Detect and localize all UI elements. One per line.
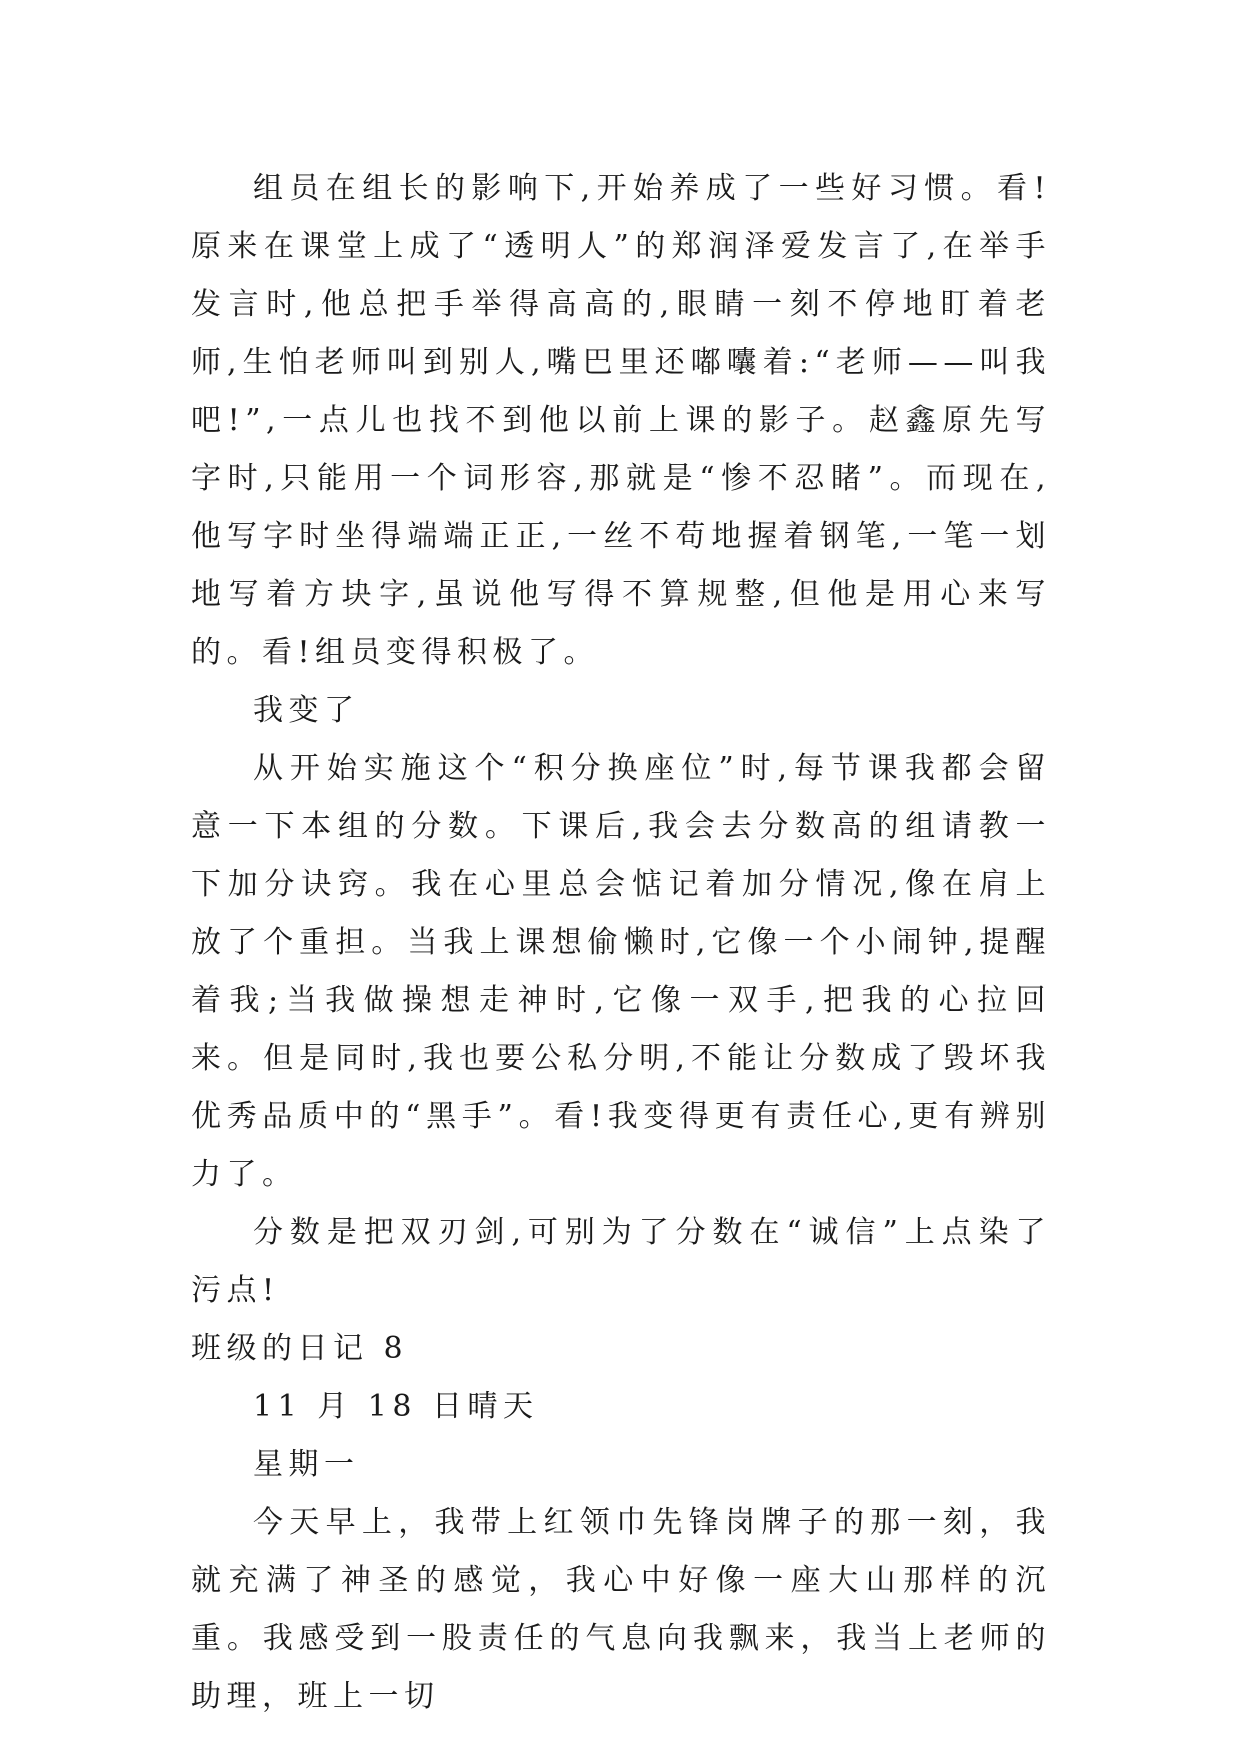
paragraph-red-scarf-post: 今天早上，我带上红领巾先锋岗牌子的那一刻，我就充满了神圣的感觉，我心中好像一座大山那样的沉重。我感受到一股责任的气息向我飘来，我当上老师的助理，班上一切 [191,1505,1051,1714]
paragraph-points-for-seats: 从开始实施这个“积分换座位”时,每节课我都会留意一下本组的分数。下课后,我会去分数高的组请教一下加分诀窍。我在心里总会惦记着加分情况,像在肩上放了个重担。当我上课想偷懒时,它像一个小闹钟,提醒着我;当我做操想走神时,它像一双手,把我的心拉回来。但是同时,我也要公私分明,不能让分数成了毁坏我优秀品质中的“黑手”。看!我变得更有责任心,更有辨别力了。 [191,751,1051,1192]
diary-date: 11 月 18 日晴天 [253,1389,539,1424]
section-heading-i-changed: 我变了 [253,693,360,728]
diary-title: 班级的日记 8 [191,1331,409,1366]
paragraph-double-edged-sword: 分数是把双刃剑,可别为了分数在“诚信”上点染了污点! [191,1215,1051,1308]
paragraph-group-members: 组员在组长的影响下,开始养成了一些好习惯。看!原来在课堂上成了“透明人”的郑润泽爱发言了,在举手发言时,他总把手举得高高的,眼睛一刻不停地盯着老师,生怕老师叫到别人,嘴巴里还嘟囔着:“老师——叫我吧!”,一点儿也找不到他以前上课的影子。赵鑫原先写字时,只能用一个词形容,那就是“惨不忍睹”。而现在,他写字时坐得端端正正,一丝不苟地握着钢笔,一笔一划地写着方块字,虽说他写得不算规整,但他是用心来写的。看!组员变得积极了。 [191,171,1051,670]
document-body [191,160,1051,1726]
diary-weekday: 星期一 [253,1447,360,1482]
